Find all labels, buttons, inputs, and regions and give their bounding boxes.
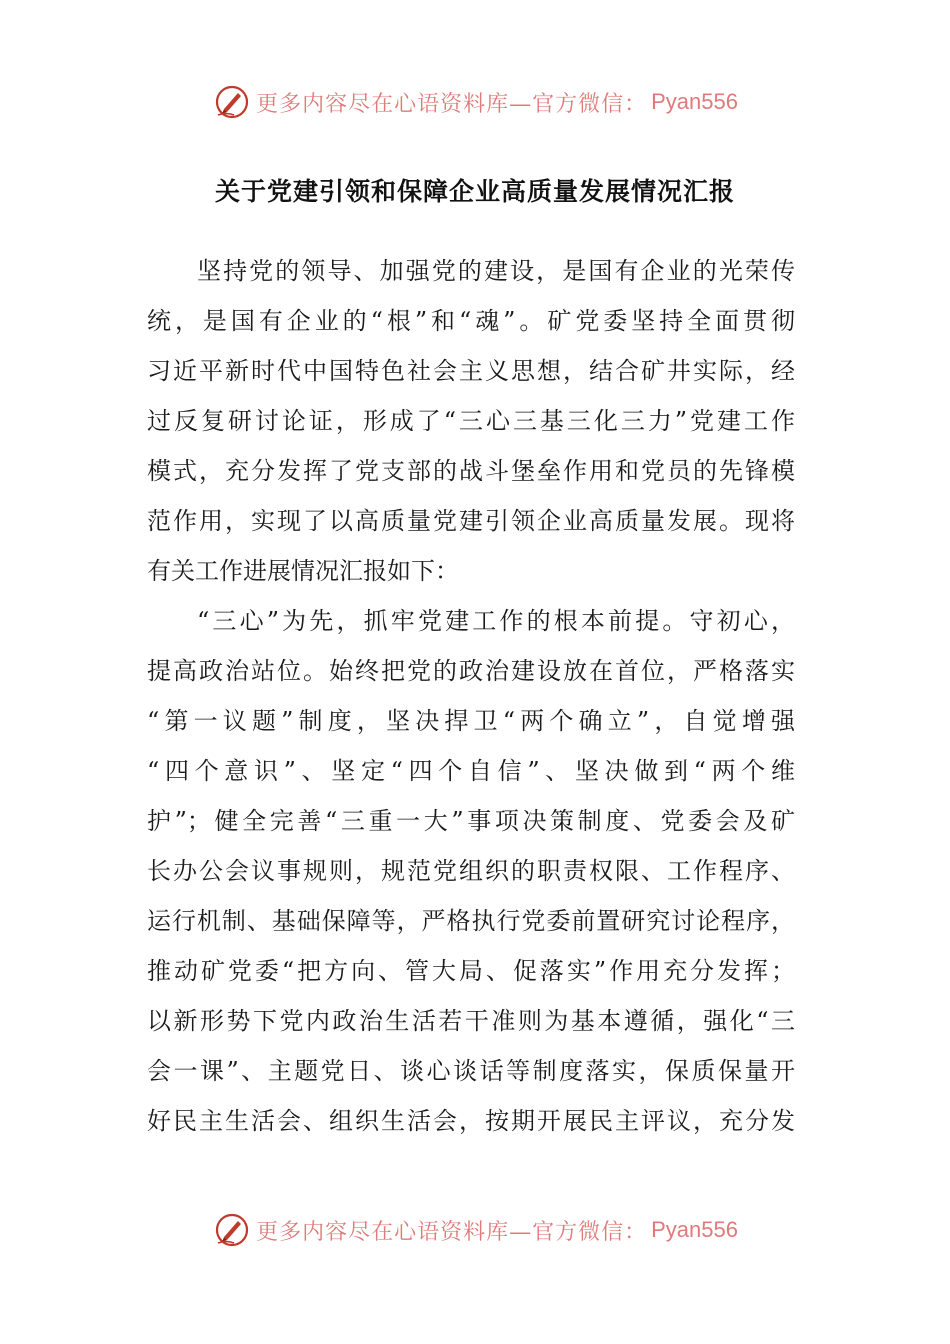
watermark-text: 更多内容尽在心语资料库—官方微信： [256,1219,648,1245]
pen-logo-icon [212,1210,252,1250]
body-text-line: 护”；健全完善“三重一大”事项决策制度、党委会及矿 [147,807,795,835]
body-text-line: 坚持党的领导、加强党的建设，是国有企业的光荣传 [197,257,795,285]
body-text-line: 推动矿党委“把方向、管大局、促落实”作用充分发挥； [147,957,795,985]
watermark-text: 更多内容尽在心语资料库—官方微信： [256,91,648,117]
body-text-line: “三心”为先，抓牢党建工作的根本前提。守初心， [197,607,795,635]
body-text-line: 统，是国有企业的“根”和“魂”。矿党委坚持全面贯彻 [147,307,795,335]
watermark-wechat-id: Pyan556 [651,1217,738,1242]
body-text-line: 习近平新时代中国特色社会主义思想，结合矿井实际，经 [147,357,795,385]
document-title: 关于党建引领和保障企业高质量发展情况汇报 [214,177,735,206]
body-text-line: “四个意识”、坚定“四个自信”、坚决做到“两个维 [147,757,795,785]
body-text-line: 过反复研讨论证，形成了“三心三基三化三力”党建工作 [147,407,795,435]
watermark-banner-bottom [0,1208,950,1252]
body-text-line: 以新形势下党内政治生活若干准则为基本遵循，强化“三 [147,1007,795,1035]
body-text-line: “第一议题”制度，坚决捍卫“两个确立”，自觉增强 [147,707,795,735]
body-text-line: 好民主生活会、组织生活会，按期开展民主评议，充分发 [147,1107,795,1135]
body-text-line: 有关工作进展情况汇报如下： [147,557,459,585]
body-text-line: 提高政治站位。始终把党的政治建设放在首位，严格落实 [147,657,795,685]
pen-logo-icon [212,82,252,122]
body-text-line: 长办公会议事规则，规范党组织的职责权限、工作程序、 [147,857,795,885]
body-text-line: 会一课”、主题党日、谈心谈话等制度落实，保质保量开 [147,1057,795,1085]
watermark-wechat-id: Pyan556 [651,89,738,114]
body-text-line: 范作用，实现了以高质量党建引领企业高质量发展。现将 [147,507,795,535]
body-text-line: 运行机制、基础保障等，严格执行党委前置研究讨论程序， [147,907,795,935]
watermark-banner-top [0,80,950,124]
body-text-line: 模式，充分发挥了党支部的战斗堡垒作用和党员的先锋模 [147,457,795,485]
document-body [147,246,795,1146]
